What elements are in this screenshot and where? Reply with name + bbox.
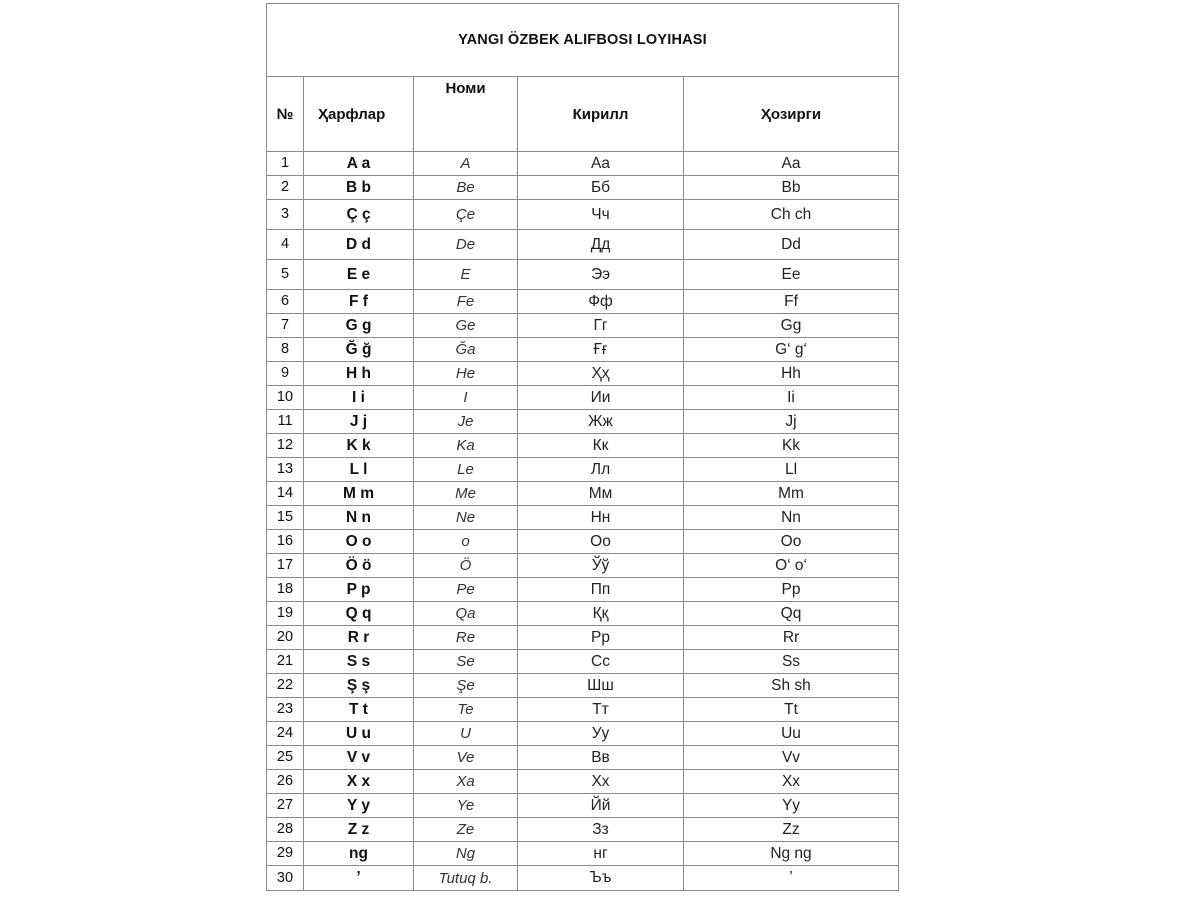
cyrillic-letter: Фф xyxy=(518,290,684,314)
table-row xyxy=(267,314,899,338)
latin-letter: Z z xyxy=(304,818,414,842)
row-number: 25 xyxy=(267,746,304,770)
cyrillic-letter: Пп xyxy=(518,578,684,602)
table-row xyxy=(267,338,899,362)
table-row xyxy=(267,650,899,674)
latin-letter: ’ xyxy=(304,866,414,891)
row-number: 2 xyxy=(267,176,304,200)
latin-letter: G g xyxy=(304,314,414,338)
latin-letter: Ş ş xyxy=(304,674,414,698)
latin-letter: X x xyxy=(304,770,414,794)
row-number: 30 xyxy=(267,866,304,891)
latin-letter: Y y xyxy=(304,794,414,818)
cyrillic-letter: Чч xyxy=(518,200,684,230)
current-letter: Ii xyxy=(684,386,899,410)
table-row xyxy=(267,626,899,650)
letter-name: Le xyxy=(414,458,518,482)
table-row xyxy=(267,434,899,458)
cyrillic-letter: Йй xyxy=(518,794,684,818)
latin-letter: B b xyxy=(304,176,414,200)
latin-letter: ng xyxy=(304,842,414,866)
letter-name: Xa xyxy=(414,770,518,794)
latin-letter: N n xyxy=(304,506,414,530)
latin-letter: J j xyxy=(304,410,414,434)
latin-letter: Q q xyxy=(304,602,414,626)
header-number: № xyxy=(267,77,304,152)
table-row xyxy=(267,386,899,410)
row-number: 11 xyxy=(267,410,304,434)
letter-name: Ye xyxy=(414,794,518,818)
cyrillic-letter: Нн xyxy=(518,506,684,530)
row-number: 23 xyxy=(267,698,304,722)
table-row xyxy=(267,722,899,746)
current-letter: Tt xyxy=(684,698,899,722)
current-letter: Gg xyxy=(684,314,899,338)
current-letter: ’ xyxy=(684,866,899,891)
letter-name: U xyxy=(414,722,518,746)
header-cyrillic: Кирилл xyxy=(518,77,684,152)
letter-name: Pe xyxy=(414,578,518,602)
row-number: 28 xyxy=(267,818,304,842)
table-row xyxy=(267,260,899,290)
row-number: 27 xyxy=(267,794,304,818)
row-number: 12 xyxy=(267,434,304,458)
row-number: 29 xyxy=(267,842,304,866)
table-row xyxy=(267,602,899,626)
table-row xyxy=(267,770,899,794)
latin-letter: U u xyxy=(304,722,414,746)
latin-letter: F f xyxy=(304,290,414,314)
current-letter: Jj xyxy=(684,410,899,434)
table-row xyxy=(267,674,899,698)
letter-name: Ne xyxy=(414,506,518,530)
table-row xyxy=(267,290,899,314)
row-number: 14 xyxy=(267,482,304,506)
table-title: YANGI ÖZBEK ALIFBOSI LOYIHASI xyxy=(267,4,899,77)
letter-name: Se xyxy=(414,650,518,674)
row-number: 10 xyxy=(267,386,304,410)
letter-name: Te xyxy=(414,698,518,722)
cyrillic-letter: нг xyxy=(518,842,684,866)
letter-name: Ka xyxy=(414,434,518,458)
letter-name: I xyxy=(414,386,518,410)
current-letter: Hh xyxy=(684,362,899,386)
cyrillic-letter: Рр xyxy=(518,626,684,650)
row-number: 24 xyxy=(267,722,304,746)
latin-letter: P p xyxy=(304,578,414,602)
cyrillic-letter: Ўў xyxy=(518,554,684,578)
current-letter: Sh sh xyxy=(684,674,899,698)
latin-letter: I i xyxy=(304,386,414,410)
table-row xyxy=(267,866,899,891)
latin-letter: K k xyxy=(304,434,414,458)
cyrillic-letter: Гг xyxy=(518,314,684,338)
latin-letter: Ç ç xyxy=(304,200,414,230)
table-row xyxy=(267,176,899,200)
current-letter: Ss xyxy=(684,650,899,674)
letter-name: Ge xyxy=(414,314,518,338)
latin-letter: D d xyxy=(304,230,414,260)
letter-name: Fe xyxy=(414,290,518,314)
table-row xyxy=(267,362,899,386)
letter-name: A xyxy=(414,152,518,176)
row-number: 17 xyxy=(267,554,304,578)
letter-name: Ng xyxy=(414,842,518,866)
letter-name: Ğa xyxy=(414,338,518,362)
alphabet-document xyxy=(266,3,898,891)
header-letters: Ҳарфлар xyxy=(304,77,414,152)
row-number: 22 xyxy=(267,674,304,698)
latin-letter: A a xyxy=(304,152,414,176)
cyrillic-letter: Хх xyxy=(518,770,684,794)
latin-letter: H h xyxy=(304,362,414,386)
current-letter: Ll xyxy=(684,458,899,482)
header-current: Ҳозирги xyxy=(684,77,899,152)
letter-name: Me xyxy=(414,482,518,506)
cyrillic-letter: Ққ xyxy=(518,602,684,626)
cyrillic-letter: Aa xyxy=(518,152,684,176)
letter-name: Qa xyxy=(414,602,518,626)
row-number: 5 xyxy=(267,260,304,290)
row-number: 19 xyxy=(267,602,304,626)
letter-name: Ve xyxy=(414,746,518,770)
current-letter: Ch ch xyxy=(684,200,899,230)
table-row xyxy=(267,746,899,770)
cyrillic-letter: Ъъ xyxy=(518,866,684,891)
cyrillic-letter: Шш xyxy=(518,674,684,698)
cyrillic-letter: Лл xyxy=(518,458,684,482)
cyrillic-letter: Бб xyxy=(518,176,684,200)
current-letter: Mm xyxy=(684,482,899,506)
cyrillic-letter: Жж xyxy=(518,410,684,434)
table-row xyxy=(267,482,899,506)
current-letter: Pp xyxy=(684,578,899,602)
current-letter: Yy xyxy=(684,794,899,818)
cyrillic-letter: Зз xyxy=(518,818,684,842)
latin-letter: V v xyxy=(304,746,414,770)
current-letter: G‘ g‘ xyxy=(684,338,899,362)
row-number: 9 xyxy=(267,362,304,386)
current-letter: O‘ o‘ xyxy=(684,554,899,578)
row-number: 20 xyxy=(267,626,304,650)
table-row xyxy=(267,842,899,866)
cyrillic-letter: Ғғ xyxy=(518,338,684,362)
cyrillic-letter: Мм xyxy=(518,482,684,506)
latin-letter: O o xyxy=(304,530,414,554)
current-letter: Qq xyxy=(684,602,899,626)
current-letter: Rr xyxy=(684,626,899,650)
latin-letter: Ğ ğ xyxy=(304,338,414,362)
letter-name: Tutuq b. xyxy=(414,866,518,891)
current-letter: Uu xyxy=(684,722,899,746)
letter-name: Be xyxy=(414,176,518,200)
row-number: 3 xyxy=(267,200,304,230)
letter-name: Çe xyxy=(414,200,518,230)
cyrillic-letter: Ҳҳ xyxy=(518,362,684,386)
table-row xyxy=(267,554,899,578)
header-name: Номи xyxy=(414,77,518,152)
letter-name: Ö xyxy=(414,554,518,578)
table-row xyxy=(267,794,899,818)
table-row xyxy=(267,152,899,176)
current-letter: Vv xyxy=(684,746,899,770)
table-row xyxy=(267,818,899,842)
cyrillic-letter: Тт xyxy=(518,698,684,722)
cyrillic-letter: Сс xyxy=(518,650,684,674)
row-number: 7 xyxy=(267,314,304,338)
table-row xyxy=(267,200,899,230)
cyrillic-letter: Вв xyxy=(518,746,684,770)
row-number: 18 xyxy=(267,578,304,602)
current-letter: Ng ng xyxy=(684,842,899,866)
current-letter: Kk xyxy=(684,434,899,458)
row-number: 13 xyxy=(267,458,304,482)
current-letter: Bb xyxy=(684,176,899,200)
current-letter: Aa xyxy=(684,152,899,176)
current-letter: Xx xyxy=(684,770,899,794)
letter-name: E xyxy=(414,260,518,290)
cyrillic-letter: Ээ xyxy=(518,260,684,290)
letter-name: o xyxy=(414,530,518,554)
row-number: 8 xyxy=(267,338,304,362)
table-row xyxy=(267,410,899,434)
table-row xyxy=(267,578,899,602)
latin-letter: E e xyxy=(304,260,414,290)
table-row xyxy=(267,230,899,260)
latin-letter: Ö ö xyxy=(304,554,414,578)
header-row xyxy=(267,77,899,152)
row-number: 26 xyxy=(267,770,304,794)
row-number: 16 xyxy=(267,530,304,554)
table-row xyxy=(267,458,899,482)
letter-name: Re xyxy=(414,626,518,650)
row-number: 21 xyxy=(267,650,304,674)
table-row xyxy=(267,506,899,530)
letter-name: Je xyxy=(414,410,518,434)
current-letter: Zz xyxy=(684,818,899,842)
current-letter: Oo xyxy=(684,530,899,554)
current-letter: Dd xyxy=(684,230,899,260)
cyrillic-letter: Ии xyxy=(518,386,684,410)
letter-name: De xyxy=(414,230,518,260)
cyrillic-letter: Кк xyxy=(518,434,684,458)
latin-letter: S s xyxy=(304,650,414,674)
row-number: 6 xyxy=(267,290,304,314)
current-letter: Nn xyxy=(684,506,899,530)
cyrillic-letter: Уу xyxy=(518,722,684,746)
alphabet-table xyxy=(266,3,899,891)
letter-name: Ze xyxy=(414,818,518,842)
table-body xyxy=(267,152,899,891)
row-number: 15 xyxy=(267,506,304,530)
latin-letter: R r xyxy=(304,626,414,650)
letter-name: He xyxy=(414,362,518,386)
current-letter: Ff xyxy=(684,290,899,314)
cyrillic-letter: Oo xyxy=(518,530,684,554)
table-row xyxy=(267,698,899,722)
current-letter: Ee xyxy=(684,260,899,290)
table-row xyxy=(267,530,899,554)
latin-letter: T t xyxy=(304,698,414,722)
cyrillic-letter: Дд xyxy=(518,230,684,260)
latin-letter: L l xyxy=(304,458,414,482)
letter-name: Şe xyxy=(414,674,518,698)
latin-letter: M m xyxy=(304,482,414,506)
row-number: 1 xyxy=(267,152,304,176)
row-number: 4 xyxy=(267,230,304,260)
